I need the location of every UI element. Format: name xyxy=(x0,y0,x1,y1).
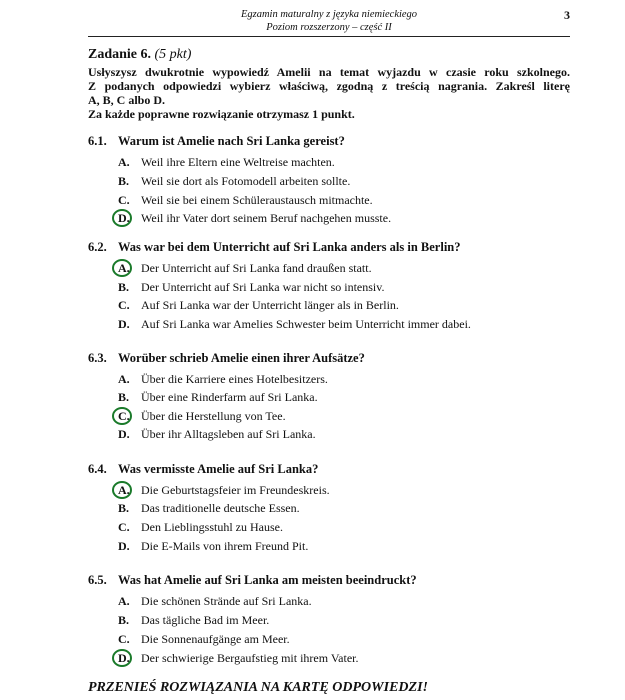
option-letter: A. xyxy=(118,594,130,608)
option-letter: C. xyxy=(118,298,130,312)
option-6-4-b[interactable] xyxy=(118,501,300,516)
option-text: Über ihr Alltagsleben auf Sri Lanka. xyxy=(141,427,316,441)
question-text: Was war bei dem Unterricht auf Sri Lanka anders als in Berlin? xyxy=(118,240,461,254)
option-letter: B. xyxy=(118,613,130,627)
question-text: Worüber schrieb Amelie einen ihrer Aufsätze? xyxy=(118,351,365,365)
answer-circle-6-5 xyxy=(112,649,132,667)
option-text: Weil ihre Eltern eine Weltreise machten. xyxy=(141,155,335,169)
option-letter: B. xyxy=(118,390,130,404)
option-6-2-b[interactable] xyxy=(118,280,384,295)
question-number: 6.3. xyxy=(88,351,107,365)
option-text: Der Unterricht auf Sri Lanka fand draußen statt. xyxy=(141,261,372,275)
option-text: Die Geburtstagsfeier im Freundeskreis. xyxy=(141,483,330,497)
option-text: Der schwierige Bergaufstieg mit ihrem Vater. xyxy=(141,651,359,665)
question-number: 6.5. xyxy=(88,573,107,587)
option-letter: C. xyxy=(118,193,130,207)
task-title-label: Zadanie 6. xyxy=(88,47,152,62)
question-number: 6.4. xyxy=(88,462,107,476)
option-6-4-c[interactable] xyxy=(118,520,283,535)
option-6-3-c[interactable] xyxy=(118,409,286,424)
option-letter: D. xyxy=(118,317,130,331)
option-letter: C. xyxy=(118,632,130,646)
option-text: Der Unterricht auf Sri Lanka war nicht so intensiv. xyxy=(141,280,385,294)
option-6-3-d[interactable] xyxy=(118,427,316,442)
option-6-5-b[interactable] xyxy=(118,613,269,628)
option-letter: A. xyxy=(118,261,130,275)
option-text: Das tägliche Bad im Meer. xyxy=(141,613,270,627)
option-6-5-a[interactable] xyxy=(118,594,312,609)
question-text: Was hat Amelie auf Sri Lanka am meisten beeindruckt? xyxy=(118,573,417,587)
answer-circle-6-1 xyxy=(112,209,132,227)
option-6-4-a[interactable] xyxy=(118,483,330,498)
question-6-3 xyxy=(88,351,365,366)
option-6-3-b[interactable] xyxy=(118,390,318,405)
answer-circle-6-4 xyxy=(112,481,132,499)
option-text: Über die Herstellung von Tee. xyxy=(141,409,286,423)
option-text: Auf Sri Lanka war der Unterricht länger als in Berlin. xyxy=(141,298,399,312)
transfer-answers-notice: PRZENIEŚ ROZWIĄZANIA NA KARTĘ ODPOWIEDZI! xyxy=(88,680,428,695)
option-6-2-d[interactable] xyxy=(118,317,471,332)
option-letter: C. xyxy=(118,520,130,534)
instruction-line-3: A, B, C albo D. xyxy=(88,93,166,107)
question-6-4 xyxy=(88,462,318,477)
option-letter: A. xyxy=(118,372,130,386)
question-6-2 xyxy=(88,240,461,255)
option-text: Weil sie dort als Fotomodell arbeiten sollte. xyxy=(141,174,351,188)
answer-circle-6-2 xyxy=(112,259,132,277)
header-exam-level: Poziom rozszerzony – część II xyxy=(266,22,392,33)
option-text: Die schönen Strände auf Sri Lanka. xyxy=(141,594,312,608)
option-letter: B. xyxy=(118,174,130,188)
question-number: 6.1. xyxy=(88,134,107,148)
instruction-line-2: Z podanych odpowiedzi wybierz właściwą, zgodną z treścią nagrania. Zakreśl literę xyxy=(88,79,570,93)
answer-circle-6-3 xyxy=(112,407,132,425)
option-text: Weil ihr Vater dort seinem Beruf nachgehen musste. xyxy=(141,211,392,225)
task-title xyxy=(88,47,191,63)
option-letter: B. xyxy=(118,501,130,515)
option-letter: D. xyxy=(118,651,130,665)
option-6-1-d[interactable] xyxy=(118,211,391,226)
option-6-1-c[interactable] xyxy=(118,193,373,208)
option-text: Über eine Rinderfarm auf Sri Lanka. xyxy=(141,390,318,404)
instruction-line-1: Usłyszysz dwukrotnie wypowiedź Amelii na temat wyjazdu w czasie roku szkolnego. xyxy=(88,65,570,79)
option-6-5-c[interactable] xyxy=(118,632,290,647)
option-letter: A. xyxy=(118,155,130,169)
option-text: Weil sie bei einem Schüleraustausch mitmachte. xyxy=(141,193,373,207)
option-6-2-a[interactable] xyxy=(118,261,372,276)
question-text: Warum ist Amelie nach Sri Lanka gereist? xyxy=(118,134,345,148)
option-6-5-d[interactable] xyxy=(118,651,359,666)
question-number: 6.2. xyxy=(88,240,107,254)
page-number: 3 xyxy=(564,8,570,22)
option-letter: C. xyxy=(118,409,130,423)
option-6-1-a[interactable] xyxy=(118,155,335,170)
option-letter: B. xyxy=(118,280,130,294)
header-exam-title: Egzamin maturalny z języka niemieckiego xyxy=(240,9,418,20)
option-letter: D. xyxy=(118,427,130,441)
option-6-4-d[interactable] xyxy=(118,539,308,554)
option-text: Das traditionelle deutsche Essen. xyxy=(141,501,300,515)
option-6-3-a[interactable] xyxy=(118,372,328,387)
question-6-5 xyxy=(88,573,417,588)
option-6-1-b[interactable] xyxy=(118,174,350,189)
option-text: Die E-Mails von ihrem Freund Pit. xyxy=(141,539,309,553)
question-6-1 xyxy=(88,134,345,149)
option-letter: A. xyxy=(118,483,130,497)
option-letter: D. xyxy=(118,539,130,553)
page-header xyxy=(88,8,570,37)
option-6-2-c[interactable] xyxy=(118,298,399,313)
option-text: Den Lieblingsstuhl zu Hause. xyxy=(141,520,283,534)
option-text: Auf Sri Lanka war Amelies Schwester beim Unterricht immer dabei. xyxy=(141,317,471,331)
instruction-line-4: Za każde poprawne rozwiązanie otrzymasz 1 punkt. xyxy=(88,107,355,121)
option-text: Die Sonnenaufgänge am Meer. xyxy=(141,632,290,646)
task-points: (5 pkt) xyxy=(154,47,192,62)
option-letter: D. xyxy=(118,211,130,225)
question-text: Was vermisste Amelie auf Sri Lanka? xyxy=(118,462,319,476)
option-text: Über die Karriere eines Hotelbesitzers. xyxy=(141,372,328,386)
